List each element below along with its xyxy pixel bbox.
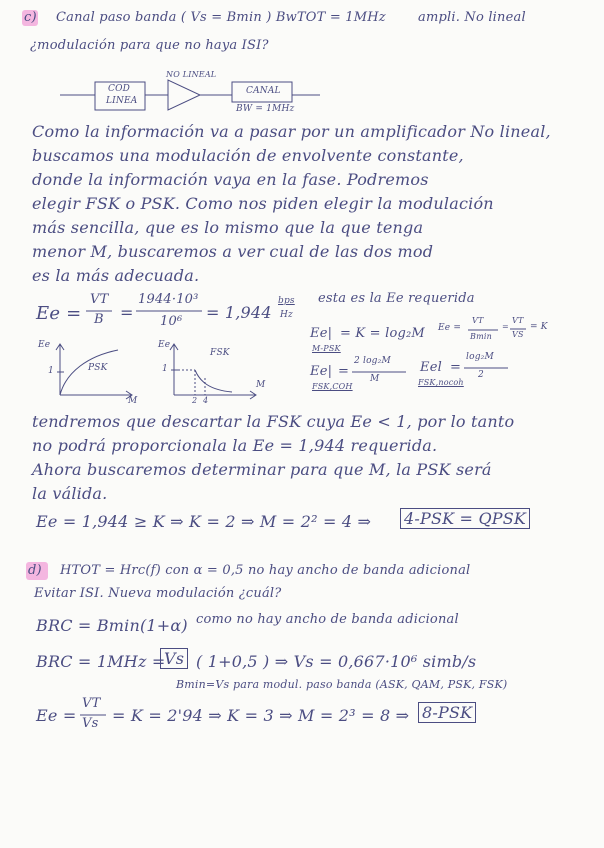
gen-f2-num: VT: [512, 316, 524, 325]
gen-rhs: = K: [530, 322, 548, 332]
ee-f1-num: VT: [90, 292, 109, 307]
para-line-7: es la más adecuada.: [32, 266, 200, 285]
gen-f1-den: Bmin: [470, 332, 492, 341]
ee-f2-den: 10⁶: [160, 314, 183, 329]
result-c-boxed: 4-PSK = QPSK: [400, 508, 530, 529]
part-c-marker: c): [24, 10, 37, 25]
psk-axis-y: Ee: [38, 340, 51, 350]
part-c-header: Canal paso banda ( Vs = Bmin ) BwTOT = 1MHz: [56, 10, 386, 25]
para-line-6: menor M, buscaremos a ver cual de las dos mod: [32, 242, 434, 261]
part-d-line-6-boxed: 8-PSK: [418, 702, 476, 723]
fsk-formula-sub: FSK,COH: [312, 382, 353, 391]
amp-label: NO LINEAL: [166, 70, 217, 79]
psk-formula-lhs: Ee|: [310, 326, 333, 341]
ee-result: = 1,944: [206, 303, 272, 322]
part-c-question: ¿modulación para que no haya ISI?: [30, 38, 269, 53]
part-d-line-2: Evitar ISI. Nueva modulación ¿cuál?: [34, 586, 282, 601]
part-d-line-6-den: Vs: [82, 716, 99, 731]
fsk-formula-lhs: Ee|: [310, 364, 333, 379]
fsknc-formula-den: 2: [478, 370, 484, 380]
fsknc-formula-eq: =: [450, 360, 462, 375]
para-line-3: donde la información vaya en la fase. Podremos: [32, 170, 429, 189]
concl-line-1: tendremos que descartar la FSK cuya Ee < 1, por lo tanto: [32, 412, 515, 431]
gen-f1-num: VT: [472, 316, 484, 325]
para-line-4: elegir FSK o PSK. Como nos piden elegir la modulación: [32, 194, 494, 213]
part-d-line-5: Bmin=Vs para modul. paso banda (ASK, QAM, PSK, FSK): [176, 678, 508, 691]
fsk-one: 1: [162, 364, 168, 374]
psk-axis-x: M: [128, 396, 138, 406]
fsk-axis-x: M: [256, 380, 266, 390]
part-d-marker: d): [28, 563, 42, 578]
ee-f2-num: 1944·10³: [138, 292, 199, 307]
ee-lhs: Ee =: [36, 303, 82, 324]
part-d-line-4-lhs: BRC = 1MHz =: [36, 652, 166, 671]
part-d-line-3-rhs: como no hay ancho de banda adicional: [196, 612, 459, 627]
part-d-line-6-num: VT: [82, 696, 101, 711]
part-d-line-3-lhs: BRC = Bmin(1+α): [36, 616, 188, 635]
fsk-tick-2: 2: [192, 396, 198, 405]
psk-formula-rhs: = K = log₂M: [340, 326, 425, 341]
fsk-formula-num: 2 log₂M: [354, 356, 391, 366]
ee-comment: esta es la Ee requerida: [318, 291, 475, 306]
ee-units-num: bps: [278, 296, 295, 306]
block-cod: COD: [108, 84, 131, 94]
para-line-2: buscamos una modulación de envolvente constante,: [32, 146, 464, 165]
channel-label: CANAL: [246, 86, 281, 96]
para-line-1: Como la información va a pasar por un amplificador No lineal,: [32, 122, 551, 141]
concl-line-4: la válida.: [32, 484, 108, 503]
psk-one: 1: [48, 366, 54, 376]
result-c-eq: Ee = 1,944 ≥ K ⇒ K = 2 ⇒ M = 2² = 4 ⇒: [36, 512, 372, 531]
part-d-line-1: HTOT = Hrc(f) con α = 0,5 no hay ancho de banda adicional: [60, 563, 471, 578]
para-line-5: más sencilla, que es lo mismo que la que tenga: [32, 218, 424, 237]
fsk-axis-y: Ee: [158, 340, 171, 350]
fsk-label: FSK: [210, 348, 230, 358]
concl-line-2: no podrá proporcionala la Ee = 1,944 requerida.: [32, 436, 438, 455]
fsk-tick-4: 4: [203, 396, 209, 405]
psk-formula-sub: M-PSK: [312, 344, 341, 353]
part-d-line-4-boxed: Vs: [160, 648, 188, 669]
block-linea: LINEA: [106, 96, 138, 106]
ee-f1-den: B: [94, 312, 104, 327]
gen-f2-den: VS: [512, 330, 524, 339]
concl-line-3: Ahora buscaremos determinar para que M, la PSK será: [32, 460, 492, 479]
fsknc-formula-sub: FSK,nocoh: [418, 378, 464, 387]
part-d-line-6-rhs: = K = 2'94 ⇒ K = 3 ⇒ M = 2³ = 8 ⇒: [112, 706, 410, 725]
gen-eq: =: [502, 322, 509, 331]
ee-units-den: Hz: [280, 310, 293, 320]
part-c-header-right: ampli. No lineal: [418, 10, 526, 25]
gen-formula-lhs: Ee =: [438, 323, 462, 333]
part-d-line-6-lhs: Ee =: [36, 706, 77, 725]
part-d-line-4-rhs: ( 1+0,5 ) ⇒ Vs = 0,667·10⁶ simb/s: [196, 652, 477, 671]
ee-eq2: =: [120, 303, 134, 322]
fsknc-formula-lhs: Eel: [420, 360, 442, 375]
fsk-formula-eq: =: [338, 364, 350, 379]
psk-label: PSK: [88, 363, 108, 373]
fsk-formula-den: M: [370, 374, 380, 384]
fsknc-formula-num: log₂M: [466, 352, 494, 362]
bw-label: BW = 1MHz: [236, 104, 295, 114]
